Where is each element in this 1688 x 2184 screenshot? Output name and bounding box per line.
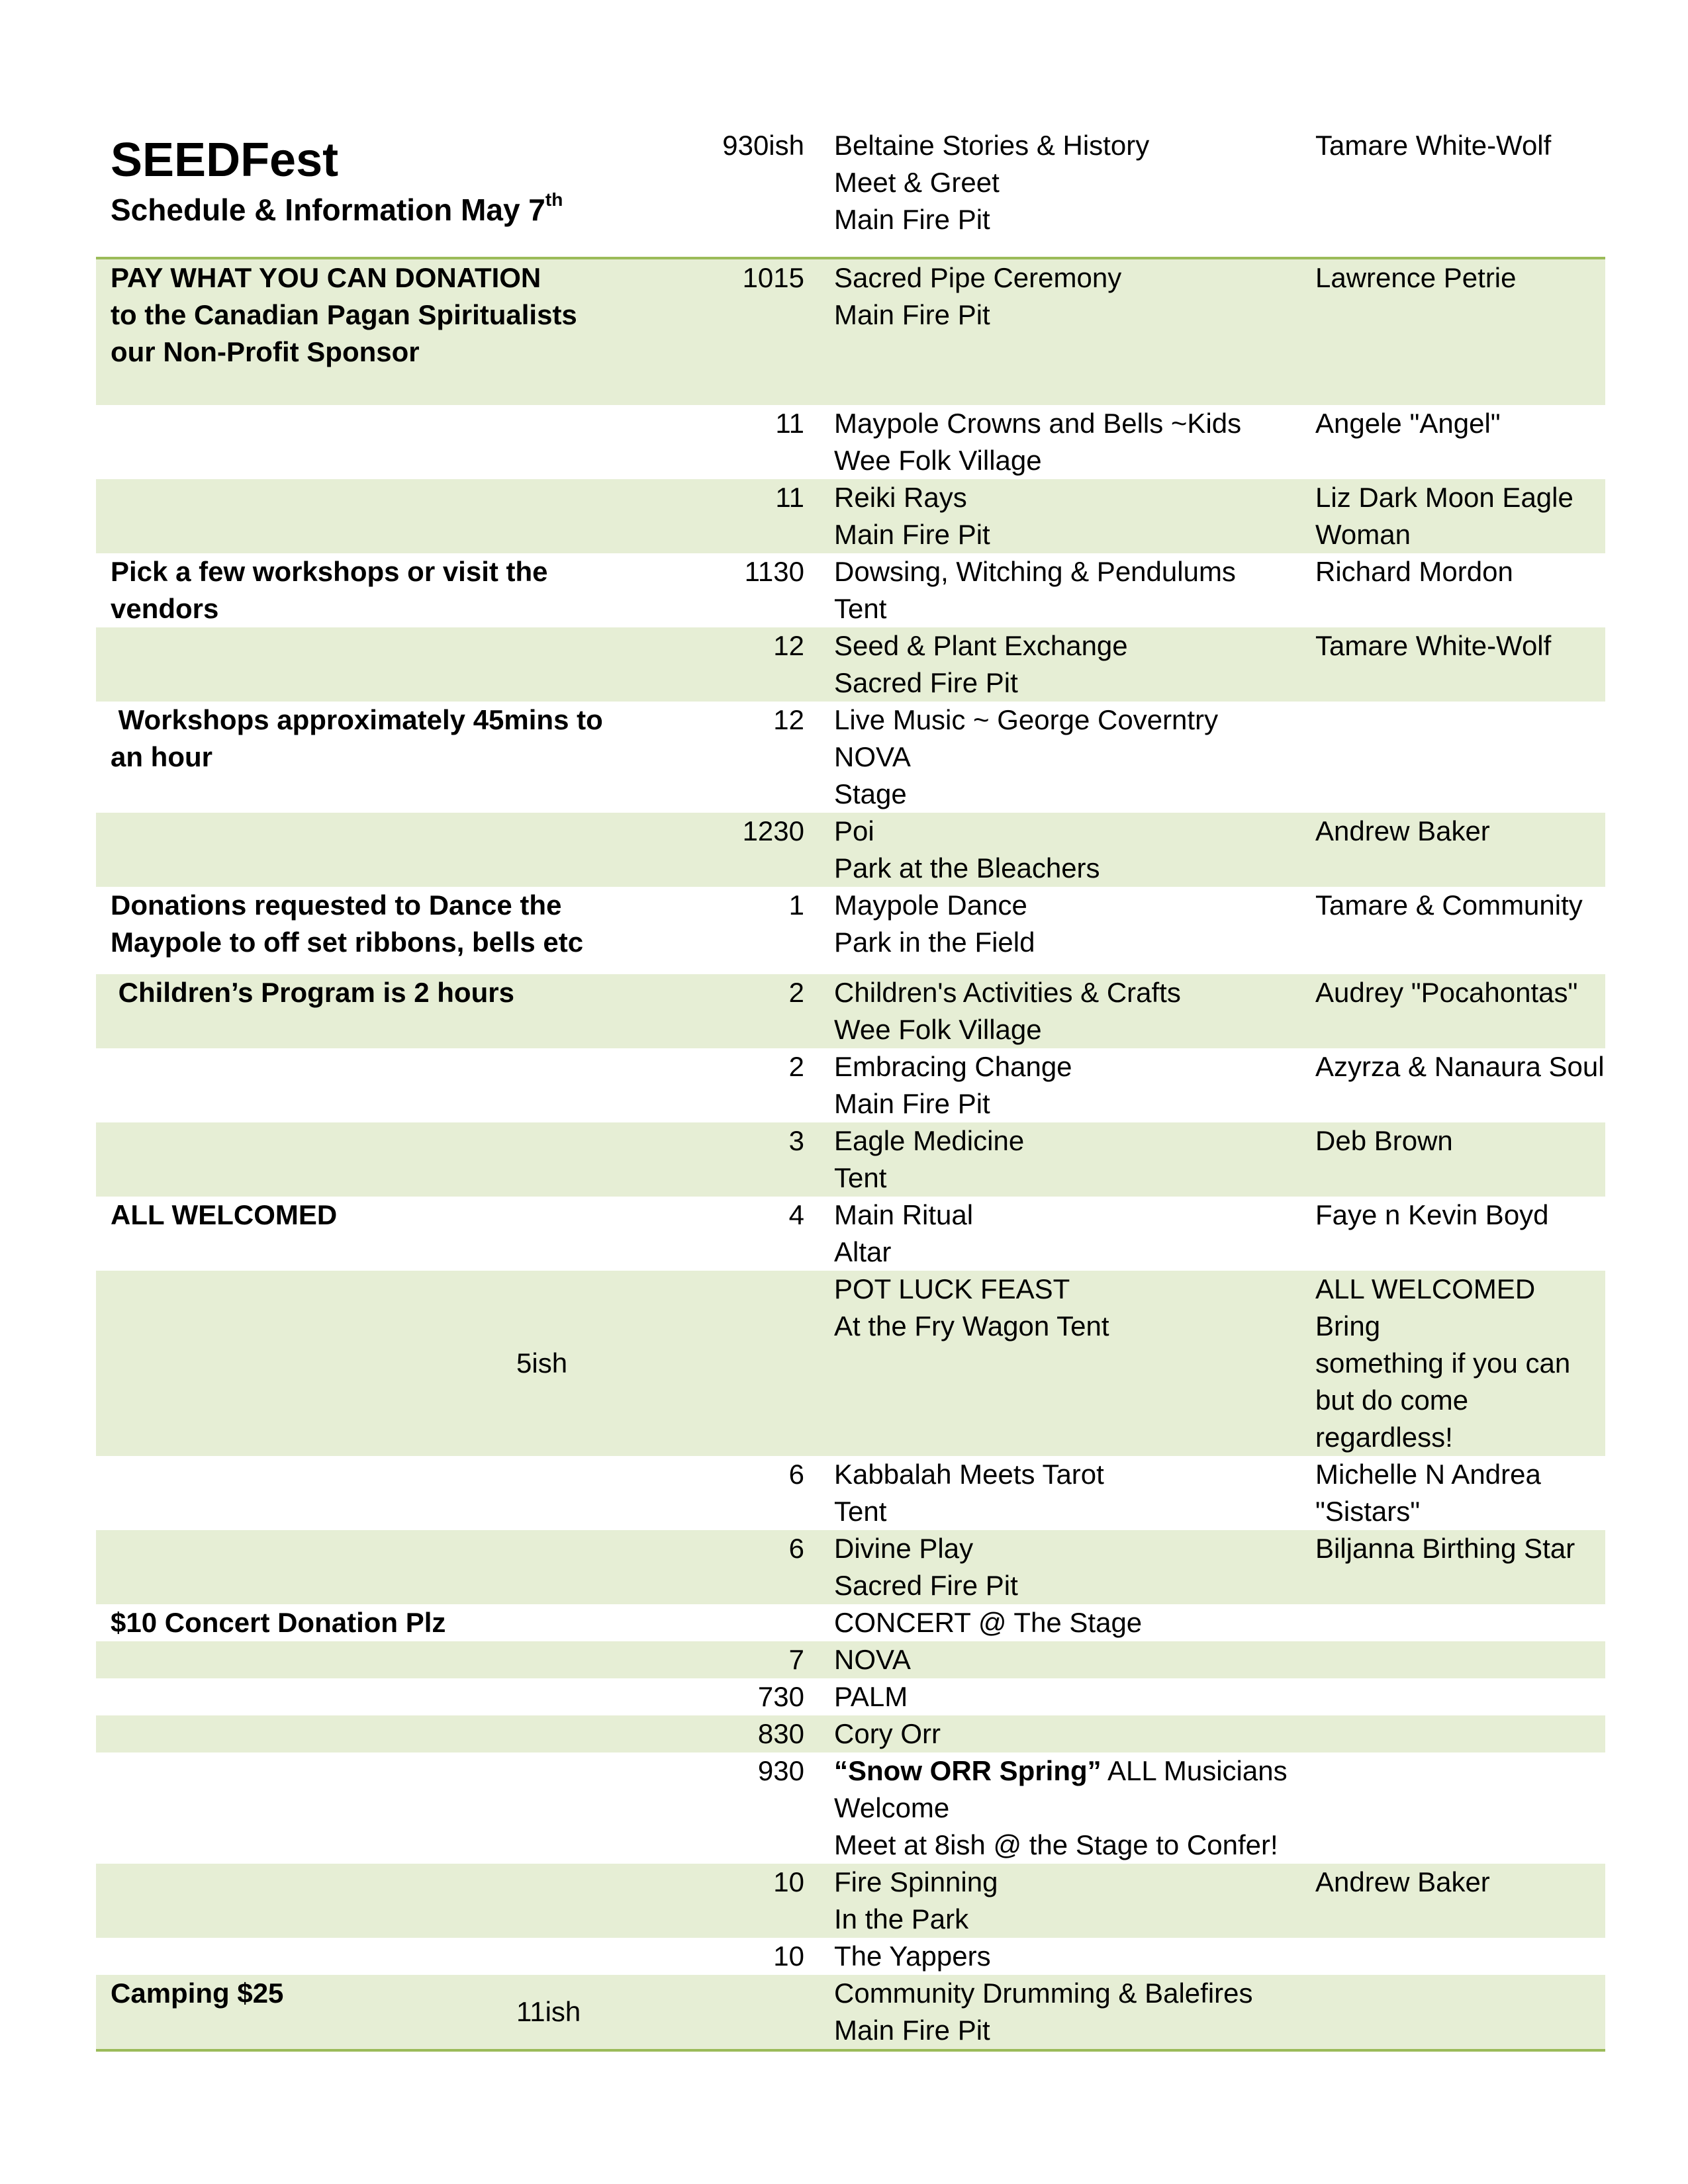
- time-cell: 12: [773, 704, 804, 735]
- note-cell: [96, 1752, 612, 1864]
- schedule-row: [96, 702, 1605, 813]
- time-cell: 10: [773, 1866, 804, 1897]
- note-cell: [96, 405, 612, 479]
- schedule-row: [96, 1715, 1605, 1752]
- schedule-row: [96, 974, 1605, 1048]
- time-cell: 1015: [742, 262, 804, 293]
- host-cell: ALL WELCOMED Bring something if you can but do come regardless!: [1315, 1273, 1571, 1453]
- note-cell: Workshops approximately 45mins to an hour: [111, 704, 603, 772]
- time-cell: 5ish: [516, 1347, 568, 1379]
- host-cell: [1315, 1752, 1605, 1864]
- schedule-row: [96, 1938, 1605, 1975]
- host-cell: [1315, 1678, 1605, 1715]
- schedule-row: [96, 1530, 1605, 1604]
- schedule-header: [96, 127, 1605, 259]
- page-subtitle: Schedule & Information May 7th: [111, 189, 563, 227]
- schedule-row: [96, 553, 1605, 627]
- schedule-row: [96, 259, 1605, 405]
- event-cell: NOVA: [834, 1644, 911, 1675]
- host-cell: Angele "Angel": [1315, 408, 1501, 439]
- schedule-row: [96, 1122, 1605, 1197]
- time-cell: 2: [788, 1051, 804, 1082]
- host-cell: [1315, 1715, 1605, 1752]
- note-cell: Donations requested to Dance the Maypole to off set ribbons, bells etc: [111, 889, 584, 958]
- event-cell: Beltaine Stories & History Meet & Greet Main Fire Pit: [834, 130, 1150, 235]
- note-cell: Camping $25: [111, 1978, 284, 2009]
- schedule-row: [96, 813, 1605, 887]
- page-title: SEEDFest: [111, 134, 339, 187]
- schedule-row: [96, 627, 1605, 702]
- event-cell: Maypole Crowns and Bells ~Kids Wee Folk Village: [834, 408, 1242, 476]
- event-cell: Reiki Rays Main Fire Pit: [834, 482, 990, 550]
- note-cell: [96, 813, 612, 887]
- time-cell: 11ish: [516, 1996, 581, 2027]
- host-cell: Michelle N Andrea "Sistars": [1315, 1459, 1541, 1527]
- note-cell: [96, 1678, 612, 1715]
- schedule-row: [96, 1641, 1605, 1678]
- host-cell: [1315, 702, 1605, 813]
- time-cell: 12: [773, 630, 804, 661]
- note-cell: [96, 627, 612, 702]
- time-cell: 830: [757, 1718, 804, 1749]
- time-cell: 730: [757, 1681, 804, 1712]
- time-cell: 3: [788, 1125, 804, 1156]
- schedule-table: [96, 257, 1605, 2052]
- host-cell: Biljanna Birthing Star: [1315, 1533, 1575, 1564]
- schedule-row: [96, 887, 1605, 974]
- schedule-row: [96, 1752, 1605, 1864]
- host-cell: Tamare White-Wolf: [1315, 130, 1552, 161]
- event-cell: PALM: [834, 1681, 908, 1712]
- note-cell: Pick a few workshops or visit the vendors: [111, 556, 548, 624]
- time-cell: 11: [775, 408, 804, 439]
- host-cell: Audrey "Pocahontas": [1315, 977, 1578, 1008]
- host-cell: Andrew Baker: [1315, 815, 1490, 846]
- schedule-row: [96, 1864, 1605, 1938]
- time-cell: 1130: [744, 556, 804, 587]
- note-cell: ALL WELCOMED: [111, 1199, 338, 1230]
- event-cell: Dowsing, Witching & Pendulums Tent: [834, 556, 1236, 624]
- host-cell: Azyrza & Nanaura Soul: [1315, 1051, 1605, 1082]
- host-cell: Faye n Kevin Boyd: [1315, 1199, 1549, 1230]
- event-cell: Cory Orr: [834, 1718, 941, 1749]
- event-cell: “Snow ORR Spring” ALL Musicians Welcome Meet at 8ish @ the Stage to Confer!: [834, 1755, 1288, 1860]
- event-cell: POT LUCK FEAST At the Fry Wagon Tent: [834, 1273, 1109, 1342]
- host-cell: Deb Brown: [1315, 1125, 1453, 1156]
- time-cell: [612, 1604, 804, 1641]
- event-cell: Community Drumming & Balefires Main Fire Pit: [834, 1978, 1253, 2046]
- schedule-row: [96, 1197, 1605, 1271]
- schedule-row: [96, 479, 1605, 553]
- event-cell: Divine Play Sacred Fire Pit: [834, 1533, 1018, 1601]
- note-cell: [96, 1715, 612, 1752]
- note-cell: [96, 1530, 612, 1604]
- time-cell: 930: [757, 1755, 804, 1786]
- event-cell: Fire Spinning In the Park: [834, 1866, 998, 1934]
- schedule-row: [96, 1456, 1605, 1530]
- event-cell: Maypole Dance Park in the Field: [834, 889, 1035, 958]
- time-cell: 11: [775, 482, 804, 513]
- schedule-row: [96, 1975, 1605, 2049]
- note-cell: [96, 1864, 612, 1938]
- event-cell: CONCERT @ The Stage: [834, 1607, 1143, 1638]
- event-cell: Main Ritual Altar: [834, 1199, 974, 1267]
- host-cell: Lawrence Petrie: [1315, 262, 1517, 293]
- event-cell: Embracing Change Main Fire Pit: [834, 1051, 1072, 1119]
- event-cell: Live Music ~ George Coverntry NOVA Stage: [834, 704, 1219, 809]
- host-cell: [1315, 1975, 1605, 2049]
- note-cell: [96, 1122, 612, 1197]
- note-cell: [96, 1456, 612, 1530]
- time-cell: 7: [788, 1644, 804, 1675]
- schedule-row: [96, 1048, 1605, 1122]
- time-cell: 10: [773, 1940, 804, 1972]
- host-cell: [1315, 1604, 1605, 1641]
- event-cell: Poi Park at the Bleachers: [834, 815, 1100, 884]
- time-cell: 1: [788, 889, 804, 921]
- schedule-row: [96, 405, 1605, 479]
- host-cell: Andrew Baker: [1315, 1866, 1490, 1897]
- time-cell: 1230: [742, 815, 804, 846]
- host-cell: Tamare & Community: [1315, 889, 1583, 921]
- host-cell: Tamare White-Wolf: [1315, 630, 1552, 661]
- note-cell: Children’s Program is 2 hours: [111, 977, 514, 1008]
- host-cell: [1315, 1938, 1605, 1975]
- note-cell: [96, 479, 612, 553]
- time-cell: 4: [788, 1199, 804, 1230]
- schedule-row: [96, 1604, 1605, 1641]
- event-cell: Kabbalah Meets Tarot Tent: [834, 1459, 1104, 1527]
- host-cell: [1315, 1641, 1605, 1678]
- event-cell: Eagle Medicine Tent: [834, 1125, 1025, 1193]
- host-cell: Liz Dark Moon Eagle Woman: [1315, 482, 1573, 550]
- schedule-row: [96, 1271, 1605, 1456]
- time-cell: 6: [788, 1459, 804, 1490]
- event-cell: The Yappers: [834, 1940, 991, 1972]
- note-cell: [96, 1641, 612, 1678]
- time-cell: 6: [788, 1533, 804, 1564]
- time-cell: 2: [788, 977, 804, 1008]
- note-cell: [96, 1048, 612, 1122]
- event-cell: Sacred Pipe Ceremony Main Fire Pit: [834, 262, 1122, 330]
- schedule-row: [96, 1678, 1605, 1715]
- event-cell: Children's Activities & Crafts Wee Folk Village: [834, 977, 1181, 1045]
- event-cell: Seed & Plant Exchange Sacred Fire Pit: [834, 630, 1128, 698]
- host-cell: Richard Mordon: [1315, 556, 1513, 587]
- note-cell: PAY WHAT YOU CAN DONATION to the Canadian Pagan Spiritualists our Non-Profit Sponsor: [111, 262, 577, 367]
- note-cell: [96, 1938, 612, 1975]
- note-cell: $10 Concert Donation Plz: [111, 1607, 446, 1638]
- time-cell: 930ish: [722, 130, 804, 161]
